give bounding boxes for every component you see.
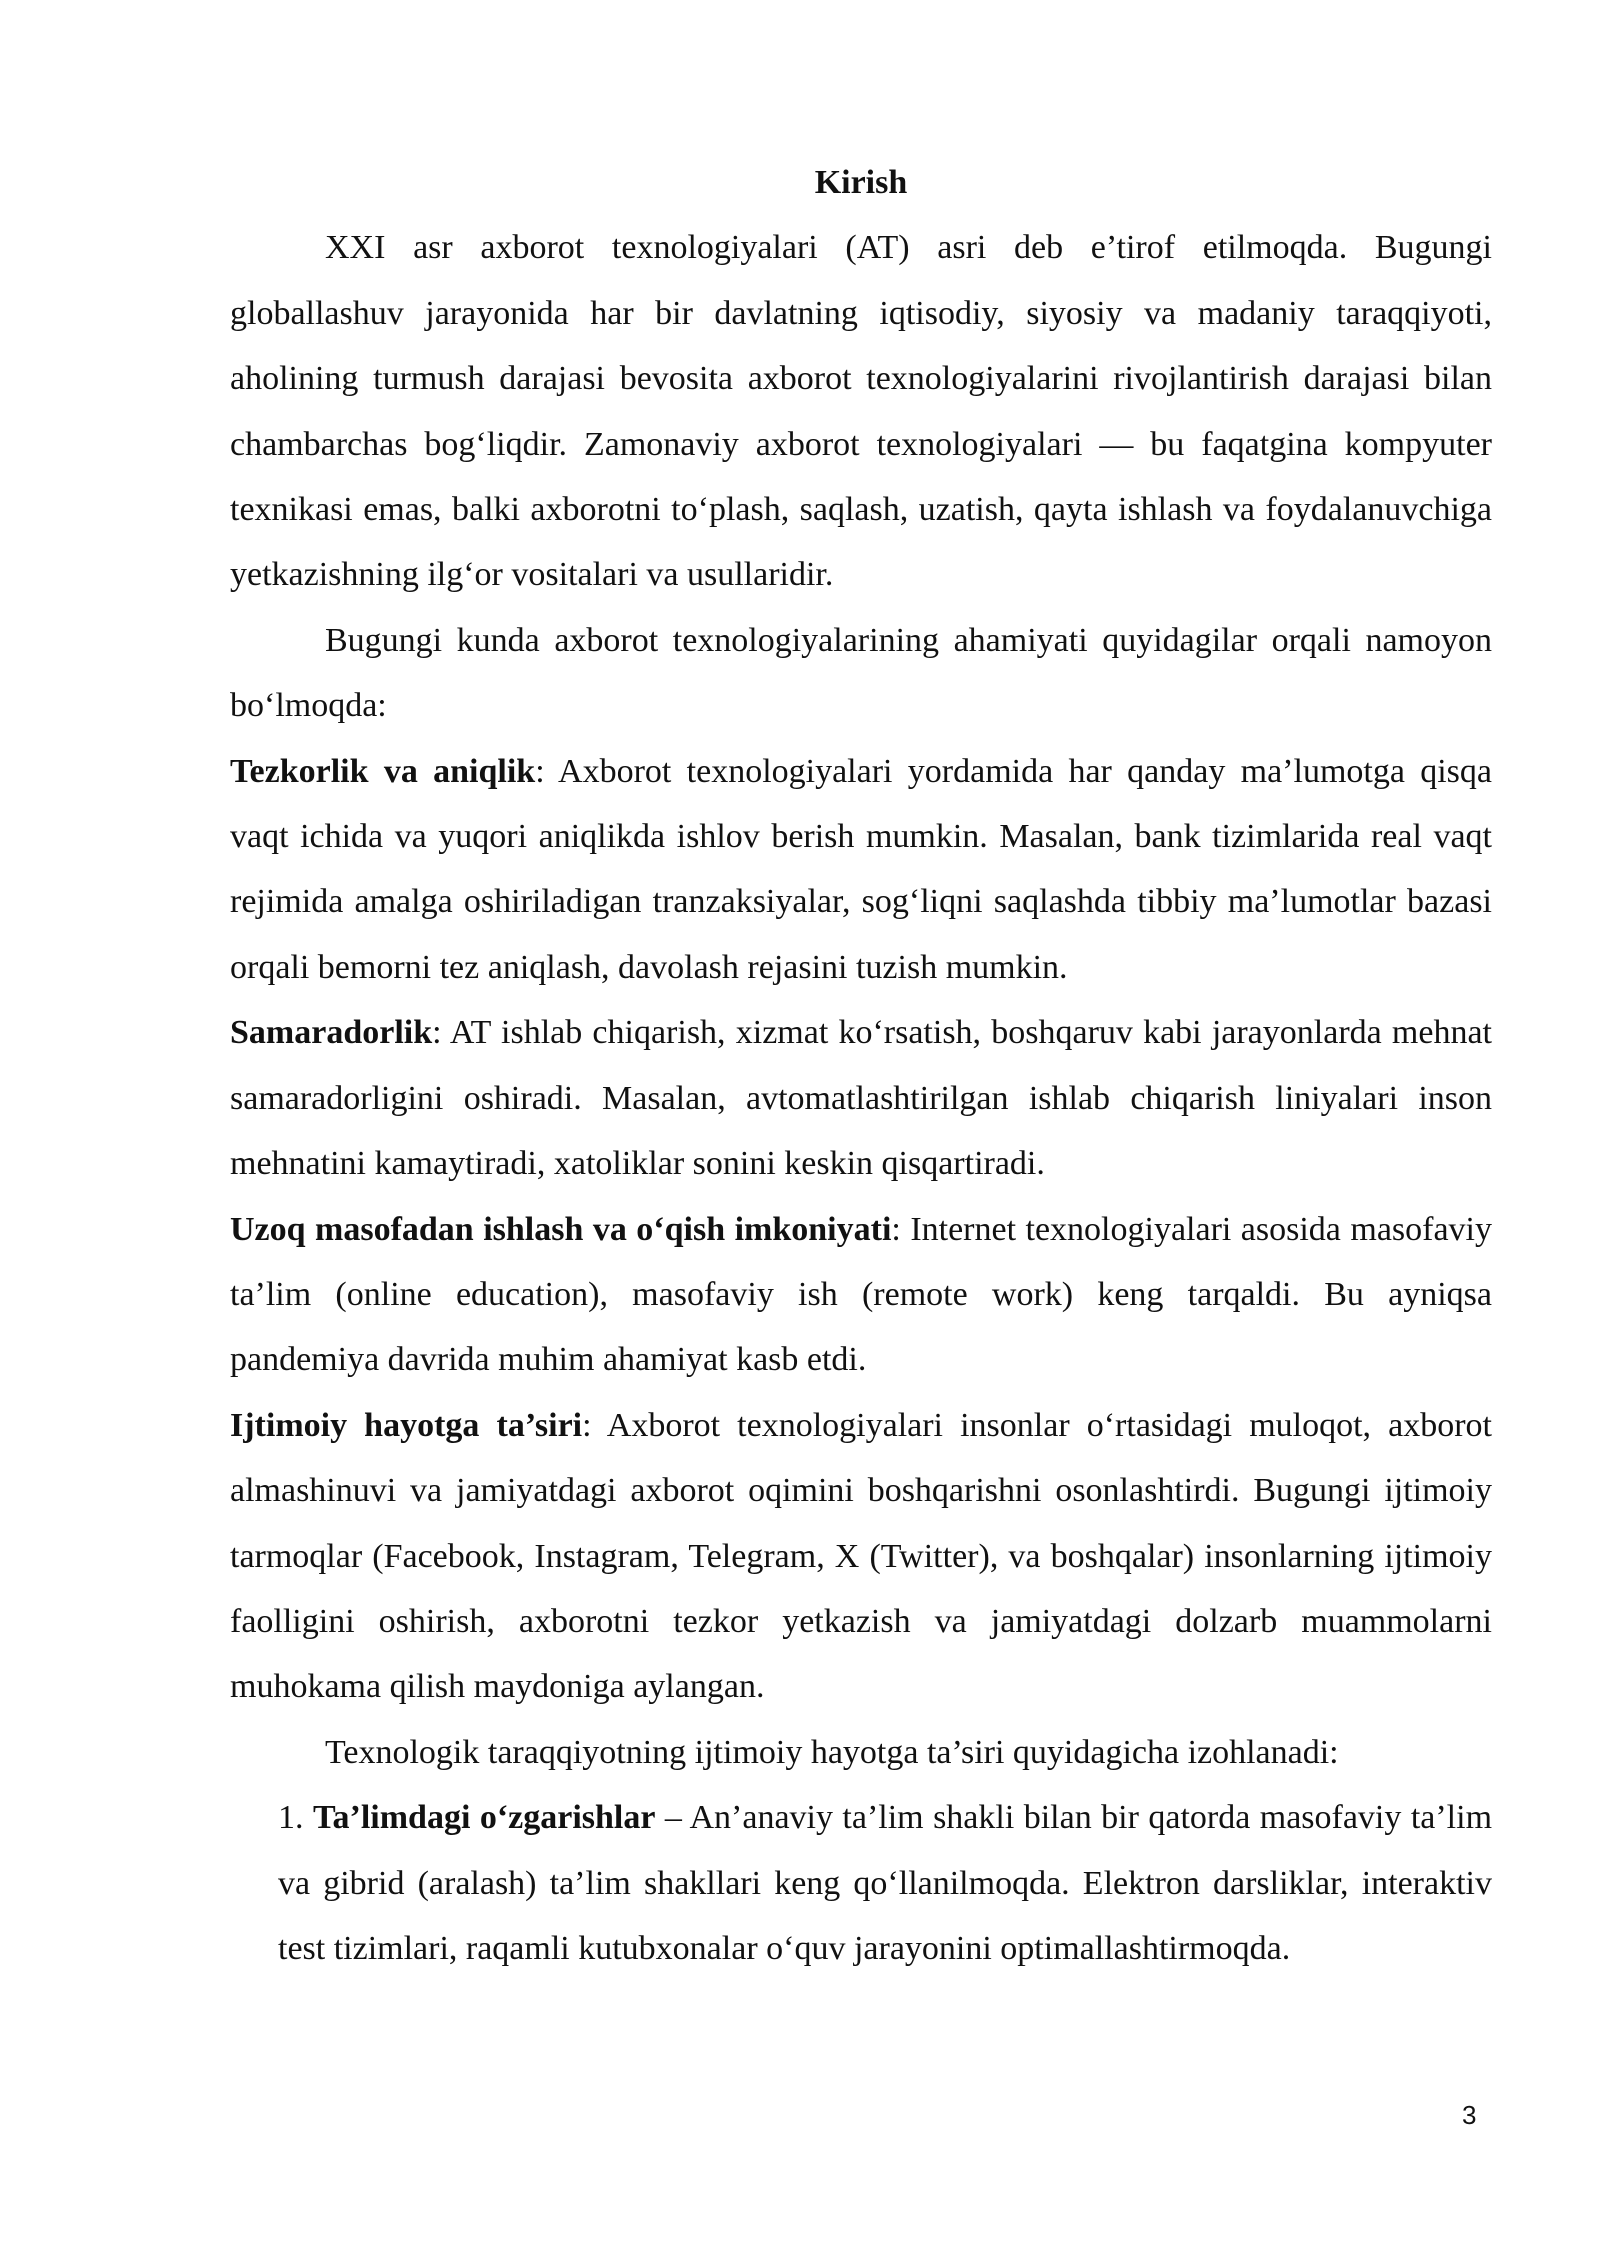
intro-paragraph-2: Bugungi kunda axborot texnologiyalarining ahamiyati quyidagilar orqali namoyon bo‘lmoqda: xyxy=(230,621,1492,725)
page-number: 3 xyxy=(1462,2100,1477,2130)
point-paragraph xyxy=(230,739,1492,1001)
point-text: : Axborot texnologiyalari insonlar o‘rtasidagi muloqot, axborot almashinuvi va jamiyatdagi axborot oqimini boshqarishni osonlashtirdi. Bugungi ijtimoiy tarmoqlar (Facebook, Instagram, Telegram, X (Twitter), va boshqalar) insonlarning ijtimoiy faolligini oshirish, axborotni tezkor yetkazish va jamiyatdagi dolzarb muammolarni muhokama qilish maydoniga aylangan. xyxy=(230,1406,1492,1706)
document-page xyxy=(230,150,1492,1981)
point-text: : Axborot texnologiyalari yordamida har qanday ma’lumotga qisqa vaqt ichida va yuqori aniqlikda ishlov berish mumkin. Masalan, bank tizimlarida real vaqt rejimida amalga oshiriladigan tranzaksiyalar, sog‘liqni saqlashda tibbiy ma’lumotlar bazasi orqali bemorni tez aniqlash, davolash rejasini tuzish mumkin. xyxy=(230,752,1492,986)
point-paragraph xyxy=(230,1393,1492,1720)
point-text: : AT ishlab chiqarish, xizmat ko‘rsatish, boshqaruv kabi jarayonlarda mehnat samaradorligini oshiradi. Masalan, avtomatlashtirilgan ishlab chiqarish liniyalari inson mehnatini kamaytiradi, xatoliklar sonini keskin qisqartiradi. xyxy=(230,1014,1492,1183)
point-paragraph xyxy=(230,1197,1492,1393)
point-term: Uzoq masofadan ishlash va o‘qish imkoniyati xyxy=(230,1210,892,1248)
list-item-term: Ta’limdagi o‘zgarishlar xyxy=(312,1799,656,1837)
page-title: Kirish xyxy=(814,164,908,201)
list-item xyxy=(230,1785,1492,1981)
point-term: Ijtimoiy hayotga ta’siri xyxy=(230,1406,583,1444)
intro-paragraph-1: XXI asr axborot texnologiyalari (AT) asri deb e’tirof etilmoqda. Bugungi globallashuv jarayonida har bir davlatning iqtisodiy, siyosiy va madaniy taraqqiyoti, aholining turmush darajasi bevosita axborot texnologiyalarini rivojlantirish darajasi bilan chambarchas bog‘liqdir. Zamonaviy axborot texnologiyalari — bu faqatgina kompyuter texnikasi emas, balki axborotni to‘plash, saqlash, uzatish, qayta ishlash va foydalanuvchiga yetkazishning ilg‘or vositalari va usullaridir. xyxy=(230,229,1492,594)
point-term: Samaradorlik xyxy=(230,1014,433,1052)
point-term: Tezkorlik va aniqlik xyxy=(230,752,536,790)
list-item-number: 1. xyxy=(278,1799,313,1837)
social-intro-paragraph: Texnologik taraqqiyotning ijtimoiy hayotga ta’siri quyidagicha izohlanadi: xyxy=(325,1733,1339,1771)
point-text: : Internet texnologiyalari asosida masofaviy ta’lim (online education), masofaviy ish (remote work) keng tarqaldi. Bu ayniqsa pandemiya davrida muhim ahamiyat kasb etdi. xyxy=(230,1210,1492,1379)
point-paragraph xyxy=(230,1000,1492,1196)
list-item-text: – An’anaviy ta’lim shakli bilan bir qatorda masofaviy ta’lim va gibrid (aralash) ta’lim shakllari keng qo‘llanilmoqda. Elektron darsliklar, interaktiv test tizimlari, raqamli kutubxonalar o‘quv jarayonini optimallashtirmoqda. xyxy=(278,1799,1493,1967)
